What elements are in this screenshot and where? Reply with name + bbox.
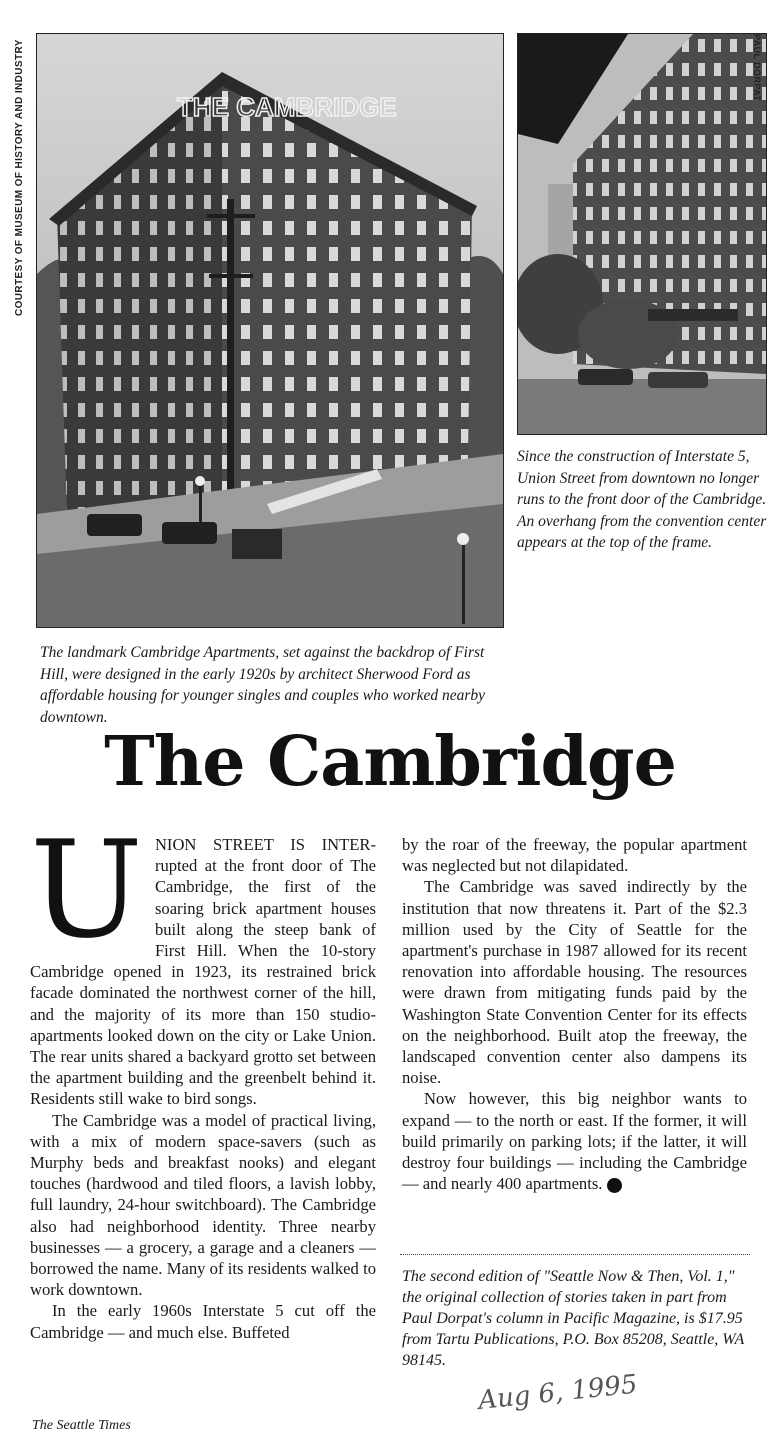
article-column-1	[30, 812, 376, 1343]
article-paragraph: by the roar of the freeway, the popular apartment was neglected but not dilapidated.	[402, 835, 747, 876]
article-paragraph: In the early 1960s Interstate 5 cut off the Cambridge — and much else. Buffeted	[30, 1301, 376, 1342]
right-photo-caption: Since the construction of Interstate 5, Union Street from downtown no longer runs to the front door of the Cambridge. An overhang from the convention center appears at the top of the frame.	[517, 448, 767, 551]
left-photo-caption: The landmark Cambridge Apartments, set against the backdrop of First Hill, were designed in the early 1920s by architect Sherwood Ford as affordable housing for younger singles and couples who worked nearby downtown.	[40, 644, 486, 726]
article-paragraph: NION STREET IS INTER-rupted at the front door of The Cambridge, the first of the soaring brick apartment houses built along the steep bank of First Hill. When the 10-story Cambridge opened in 1923, its restrained brick facade dominated the northwest corner of the hill, and the majority of its more than 150 studio-apartments looked down on the city or Lake Union. The rear units shared a backyard grotto set between the apartment building and the greenbelt behind it. Residents still wake to bird songs.	[30, 835, 376, 1109]
section-divider	[400, 1254, 750, 1255]
book-promo-note: The second edition of "Seattle Now & Then, Vol. 1," the original collection of stories taken in part from Paul Dorpat's column in Pacific Magazine, is $17.95 from Tartu Publications, P.O. Box 85208, Seattle, WA 98145.	[402, 1268, 744, 1369]
article-paragraph: The Cambridge was saved indirectly by the institution that now threatens it. Part of the $2.3 million used by the City of Seattle for the apartment's purchase in 1987 allowed for its recent renovation into affordable housing. The resources were drawn from mitigating funds paid by the Washington State Convention Center for its effects on the neighborhood. Built atop the freeway, the landscaped convention center also dampens its noise.	[402, 877, 747, 1088]
cambridge-historic-photo	[36, 33, 504, 628]
photo-credit-right: PAUL DORPAT	[752, 34, 762, 102]
end-mark-icon: P	[607, 1178, 622, 1193]
article-headline: The Cambridge	[104, 722, 676, 802]
cambridge-modern-photo	[517, 33, 767, 435]
roof-sign-text: THE CAMBRIDGE	[177, 92, 397, 122]
handwritten-date: Aug 6, 1995	[476, 1369, 639, 1416]
photo-credit-left: COURTESY OF MUSEUM OF HISTORY AND INDUSTRY	[14, 39, 25, 316]
article-paragraph: Now however, this big neighbor wants to expand — to the north or east. If the former, it will build primarily on parking lots; if the latter, it will destroy four buildings — including the Cambridge — and nearly 400 apartments. P	[402, 1089, 747, 1194]
publication-footer: The Seattle Times	[32, 1418, 131, 1433]
article-column-2	[402, 834, 747, 1194]
drop-cap: U	[30, 812, 143, 968]
article-paragraph: The Cambridge was a model of practical living, with a mix of modern space-savers (such as Murphy beds and breakfast nooks) and elegant touches (hardwood and tiled floors, a lavish lobby, full laundry, 24-hour switchboard). The Cambridge also had neighborhood identity. Three nearby businesses — a grocery, a garage and a cleaners — borrowed the name. Many of its residents walked to work downtown.	[30, 1110, 376, 1300]
